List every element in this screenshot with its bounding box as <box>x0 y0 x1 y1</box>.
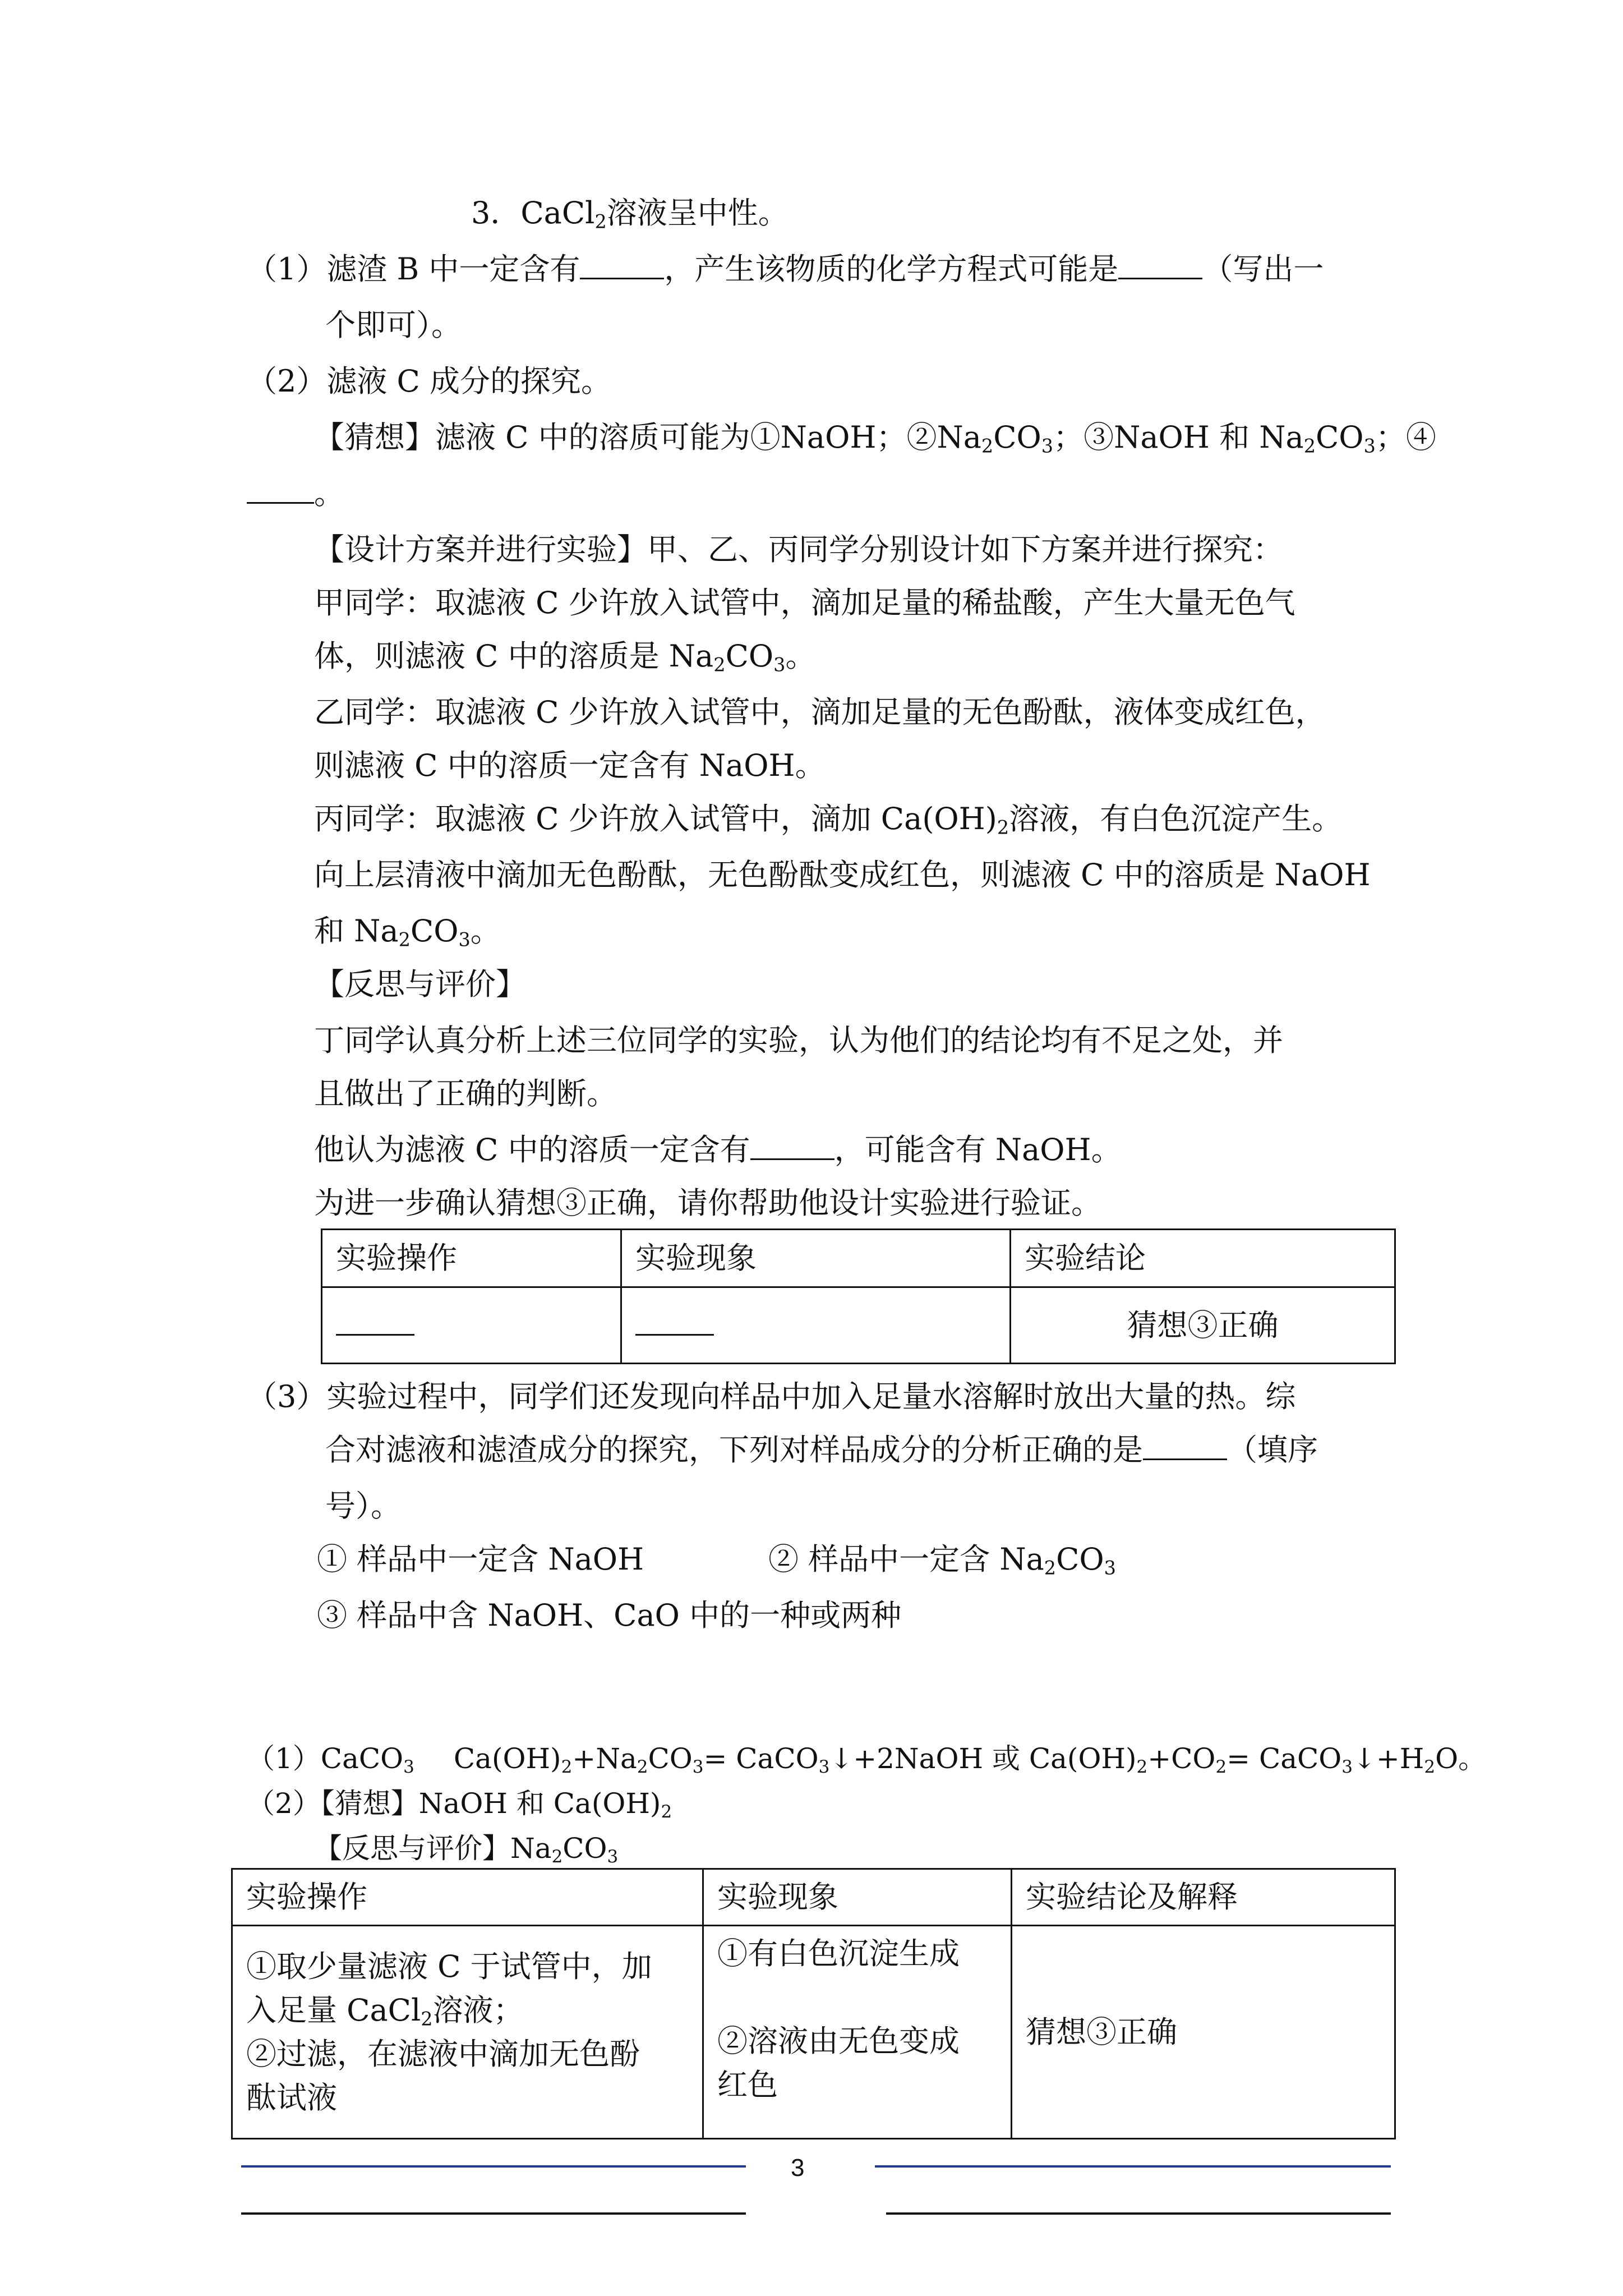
table-cell <box>621 1287 1011 1364</box>
student-ding-2 <box>314 1066 617 1122</box>
answer-blank[interactable] <box>1118 250 1202 279</box>
text: 个即可）。 <box>325 307 462 343</box>
student-ding <box>314 1013 1283 1069</box>
answer-3 <box>314 1826 618 1871</box>
footer-rule-right-black <box>886 2212 1391 2215</box>
student-yi-2 <box>314 738 826 794</box>
subscript: 3 <box>403 1756 414 1777</box>
text: +CO <box>1147 1742 1216 1775</box>
table-header: 实验操作 <box>322 1230 621 1287</box>
text: 体，则滤液 C 中的溶质是 Na <box>314 638 714 674</box>
subscript: 2 <box>1136 1756 1148 1777</box>
student-bing-2 <box>314 847 1371 903</box>
text: （写出一 <box>1202 251 1324 287</box>
answer-1 <box>247 1736 1486 1781</box>
text: （3）实验过程中，同学们还发现向样品中加入足量水溶解时放出大量的热。综 <box>247 1379 1296 1414</box>
student-bing <box>314 791 1342 847</box>
text: CO <box>410 913 459 949</box>
answer-blank[interactable] <box>336 1306 414 1336</box>
text: 【反思与评价】 <box>314 967 526 1002</box>
text: ，可能含有 NaOH。 <box>834 1132 1122 1167</box>
text: 为进一步确认猜想③正确，请你帮助他设计实验进行验证。 <box>314 1185 1101 1221</box>
answer-blank[interactable] <box>635 1306 714 1336</box>
text: 。 <box>470 913 501 949</box>
text: 且做出了正确的判断。 <box>314 1076 617 1111</box>
answer-blank[interactable] <box>580 250 664 279</box>
text: 则滤液 C 中的溶质一定含有 NaOH。 <box>314 748 826 783</box>
table-header: 实验操作 <box>232 1869 703 1926</box>
table-header: 实验结论 <box>1011 1230 1395 1287</box>
subscript: 3 <box>1104 1557 1116 1579</box>
text: CO <box>993 420 1041 455</box>
text: （2）滤液 C 成分的探究。 <box>247 364 612 399</box>
subscript: 2 <box>594 210 607 233</box>
subscript: 3 <box>773 654 786 676</box>
subscript: 3 <box>1341 1756 1353 1777</box>
design-heading <box>314 522 1283 578</box>
table-header: 实验现象 <box>621 1230 1011 1287</box>
text: Ca(OH) <box>453 1742 561 1775</box>
q1-line2 <box>325 297 462 353</box>
text: 丁同学认真分析上述三位同学的实验，认为他们的结论均有不足之处，并 <box>314 1023 1283 1058</box>
table-cell <box>232 1926 703 2139</box>
text: ②溶液由无色变成 <box>717 2023 960 2059</box>
answer-blank[interactable] <box>1143 1431 1227 1460</box>
answer-table <box>231 1868 1396 2139</box>
table-row <box>232 1869 1395 1926</box>
table-header: 实验结论及解释 <box>1012 1869 1395 1926</box>
text: （1）CaCO <box>247 1742 404 1775</box>
subscript: 3 <box>607 1846 619 1867</box>
subscript: 2 <box>637 1756 648 1777</box>
text: +Na <box>572 1742 637 1775</box>
text: 酞试液 <box>246 2079 337 2115</box>
subscript: 2 <box>997 816 1009 839</box>
text: ③ 样品中含 NaOH、CaO 中的一种或两种 <box>317 1598 902 1633</box>
table-cell: 猜想③正确 <box>1011 1287 1395 1364</box>
table-header: 实验现象 <box>703 1869 1012 1926</box>
subscript: 2 <box>1303 435 1316 457</box>
text: （1）滤渣 B 中一定含有 <box>247 251 580 287</box>
verify-prompt <box>314 1175 1101 1231</box>
answer-blank[interactable] <box>750 1131 834 1160</box>
text: 合对滤液和滤渣成分的探究，下列对样品成分的分析正确的是 <box>325 1432 1143 1467</box>
footer-rule-left-black <box>241 2212 746 2215</box>
hypothesis-line2 <box>247 466 344 522</box>
text: 【猜想】滤液 C 中的溶质可能为①NaOH；②Na <box>314 420 981 455</box>
text: CO <box>725 638 774 674</box>
text: ① 样品中一定含 NaOH <box>317 1542 644 1577</box>
student-jia-2 <box>314 628 815 684</box>
q3-line2 <box>325 1422 1318 1478</box>
q3-line3 <box>325 1478 401 1534</box>
text: ①有白色沉淀生成 <box>717 1936 960 1971</box>
subscript: 2 <box>398 928 411 951</box>
text: 乙同学：取滤液 C 少许放入试管中，滴加足量的无色酚酞，液体变成红色， <box>314 694 1326 730</box>
subscript: 3 <box>1041 435 1054 457</box>
text: CO <box>562 1832 607 1865</box>
subscript: 2 <box>1424 1756 1436 1777</box>
text: 红色 <box>717 2067 778 2102</box>
text: CO <box>1056 1542 1104 1577</box>
student-jia <box>314 575 1295 631</box>
subscript: 2 <box>551 1846 563 1867</box>
q1-line <box>247 241 1324 297</box>
text: 入足量 CaCl <box>246 1992 421 2028</box>
table-row <box>232 1926 1395 2139</box>
text: 丙同学：取滤液 C 少许放入试管中，滴加 Ca(OH) <box>314 801 997 836</box>
student-ding-3 <box>314 1122 1122 1178</box>
subscript: 3 <box>818 1756 830 1777</box>
text: = CaCO <box>1227 1742 1342 1775</box>
text: O。 <box>1435 1742 1487 1775</box>
table-cell <box>703 1926 1012 2139</box>
text: 他认为滤液 C 中的溶质一定含有 <box>314 1132 750 1167</box>
q3-line <box>247 1369 1295 1425</box>
page-number: 3 <box>791 2154 805 2182</box>
text: 溶液呈中性。 <box>606 195 789 231</box>
subscript: 2 <box>1044 1557 1057 1579</box>
table-cell <box>322 1287 621 1364</box>
subscript: 2 <box>421 2007 433 2030</box>
answer-blank[interactable] <box>247 475 314 504</box>
subscript: 2 <box>713 654 726 676</box>
text: ↓+2NaOH 或 Ca(OH) <box>829 1742 1137 1775</box>
text: 号）。 <box>325 1488 401 1524</box>
text: ；③NaOH 和 Na <box>1053 420 1304 455</box>
text: 和 Na <box>314 913 399 949</box>
footer-rule-left-blue <box>241 2165 746 2168</box>
subscript: 3 <box>1363 435 1376 457</box>
table-row <box>322 1230 1395 1287</box>
reflection-heading <box>314 956 526 1013</box>
answer-2 <box>247 1781 672 1826</box>
text: 向上层清液中滴加无色酚酞，无色酚酞变成红色，则滤液 C 中的溶质是 NaOH <box>314 857 1371 892</box>
subscript: 3 <box>692 1756 704 1777</box>
note-3 <box>471 185 789 241</box>
text: CO <box>1315 420 1364 455</box>
text: ↓+H <box>1353 1742 1424 1775</box>
student-bing-3 <box>314 903 501 959</box>
option-1 <box>317 1531 644 1588</box>
experiment-table <box>321 1228 1396 1364</box>
text: 溶液； <box>432 1992 524 2028</box>
text: 3．CaCl <box>471 195 595 231</box>
option-2 <box>768 1531 1116 1588</box>
text: （2）【猜想】NaOH 和 Ca(OH) <box>247 1787 661 1820</box>
text: ①取少量滤液 C 于试管中，加 <box>246 1948 652 1984</box>
table-cell: 猜想③正确 <box>1012 1926 1395 2139</box>
text: = CaCO <box>703 1742 819 1775</box>
student-yi <box>314 684 1326 740</box>
text-row <box>246 1989 689 2032</box>
subscript: 3 <box>458 928 471 951</box>
text: 。 <box>785 638 816 674</box>
text: ② 样品中一定含 Na <box>768 1542 1044 1577</box>
subscript: 2 <box>1215 1756 1227 1777</box>
text: 溶液，有白色沉淀产生。 <box>1009 801 1343 836</box>
text: 。 <box>314 476 344 511</box>
table-row <box>322 1287 1395 1364</box>
text: CO <box>648 1742 693 1775</box>
footer-rule-right-blue <box>875 2165 1391 2168</box>
subscript: 2 <box>981 435 994 457</box>
text: 【设计方案并进行实验】甲、乙、丙同学分别设计如下方案并进行探究： <box>314 532 1283 567</box>
hypothesis-line <box>314 409 1436 466</box>
text: ②过滤，在滤液中滴加无色酚 <box>246 2036 640 2072</box>
subscript: 2 <box>661 1801 672 1822</box>
subscript: 2 <box>561 1756 573 1777</box>
text: 【反思与评价】Na <box>314 1832 552 1865</box>
text: ；④ <box>1375 420 1436 455</box>
text: ，产生该物质的化学方程式可能是 <box>664 251 1119 287</box>
text: （填序 <box>1227 1432 1318 1467</box>
q2-heading <box>247 353 611 409</box>
option-3 <box>317 1588 901 1644</box>
text: 甲同学：取滤液 C 少许放入试管中，滴加足量的稀盐酸，产生大量无色气 <box>314 585 1295 620</box>
